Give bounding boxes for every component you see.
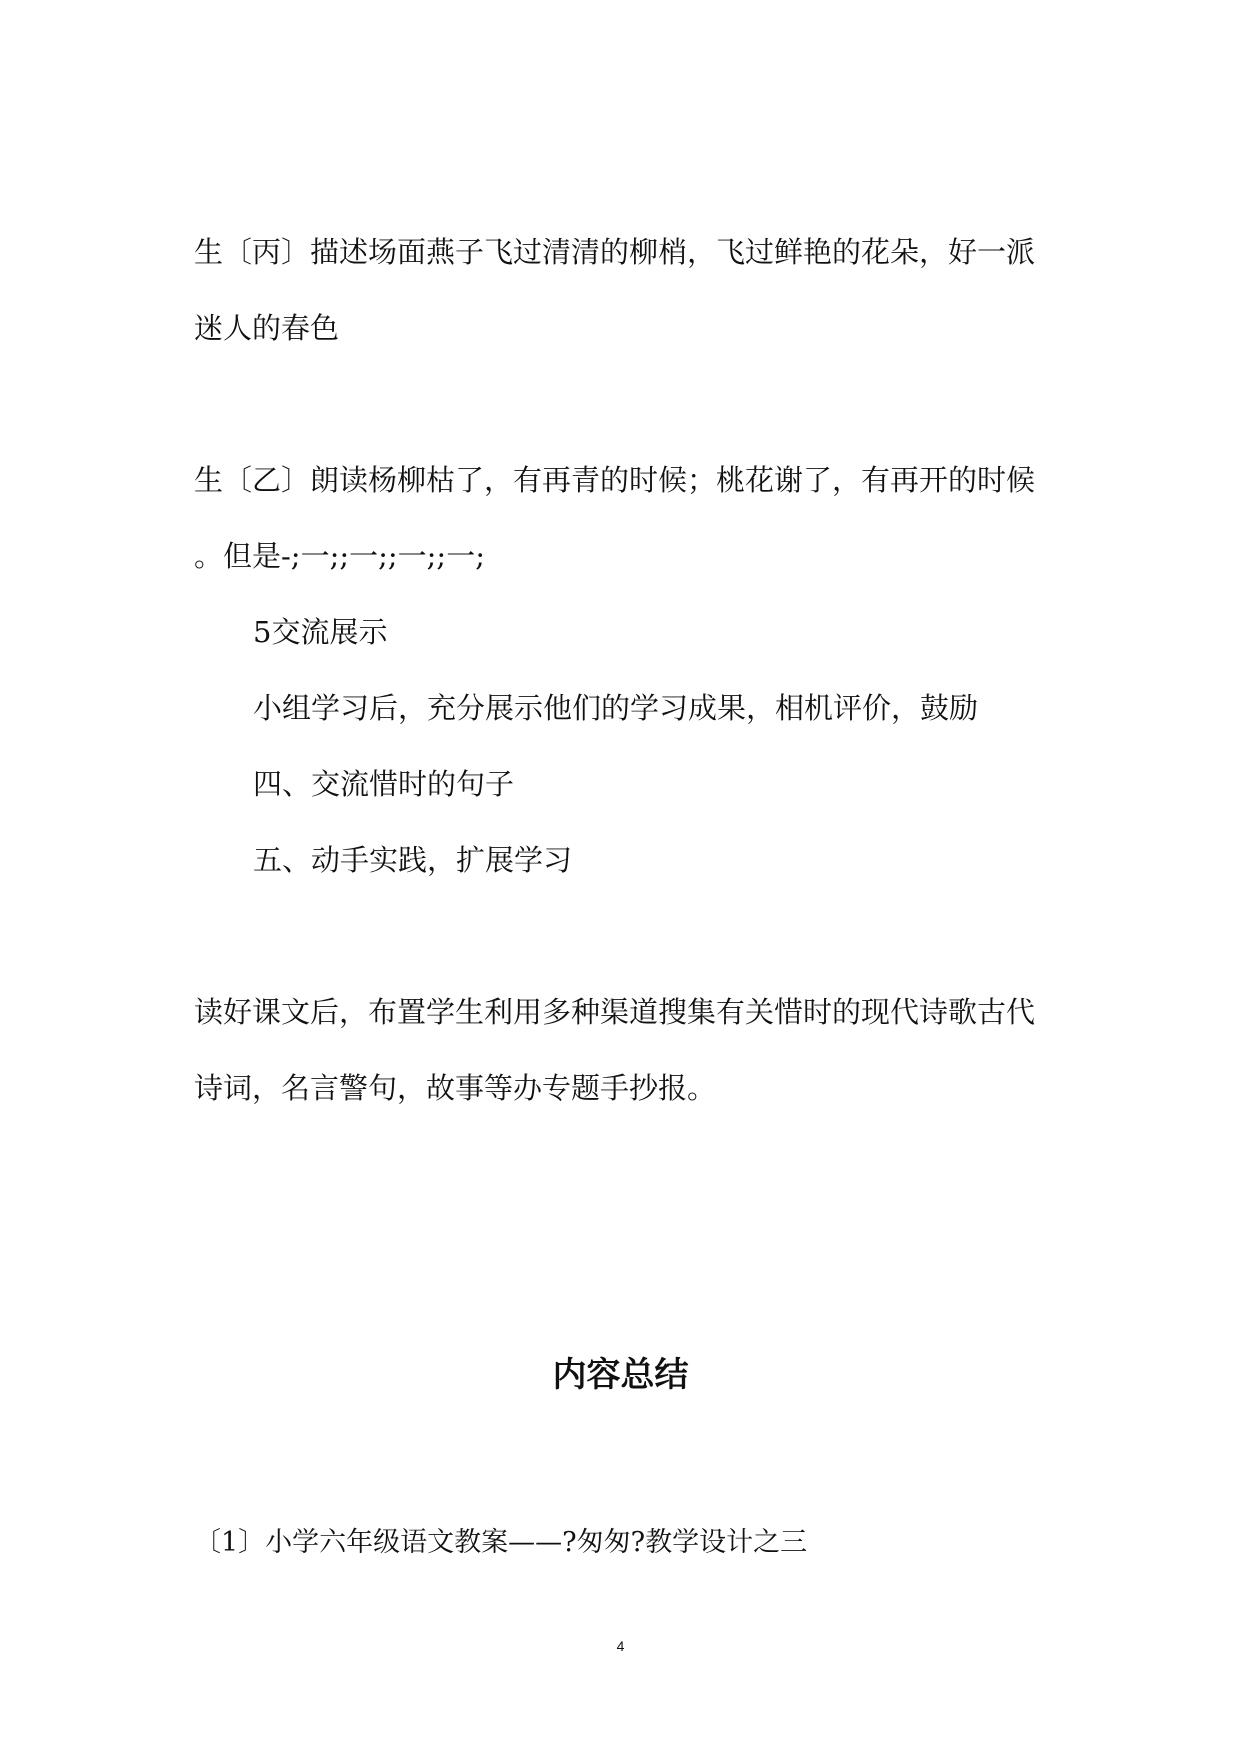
summary-title: 内容总结 (552, 1355, 689, 1395)
paragraph-line: 诗词，名言警句，故事等办专题手抄报。 (194, 1071, 717, 1105)
paragraph-line: 迷人的春色 (194, 311, 340, 345)
list-item-text: 小组学习后，充分展示他们的学习成果，相机评价，鼓励 (253, 691, 979, 725)
summary-item: 〔1〕小学六年级语文教案——?匆匆?教学设计之三 (194, 1527, 808, 1558)
section-heading: 五、动手实践，扩展学习 (253, 843, 573, 877)
paragraph-line: 生〔乙〕朗读杨柳枯了，有再青的时候；桃花谢了，有再开的时候 (194, 463, 1036, 497)
section-heading: 四、交流惜时的句子 (253, 767, 515, 801)
page-number: 4 (616, 1638, 625, 1654)
paragraph-line: 。但是-;一;;一;;一;;一; (194, 539, 485, 573)
list-item-heading: 5交流展示 (253, 615, 388, 649)
paragraph-line: 生〔丙〕描述场面燕子飞过清清的柳梢，飞过鲜艳的花朵，好一派 (194, 235, 1036, 269)
paragraph-line: 读好课文后，布置学生利用多种渠道搜集有关惜时的现代诗歌古代 (194, 995, 1036, 1029)
